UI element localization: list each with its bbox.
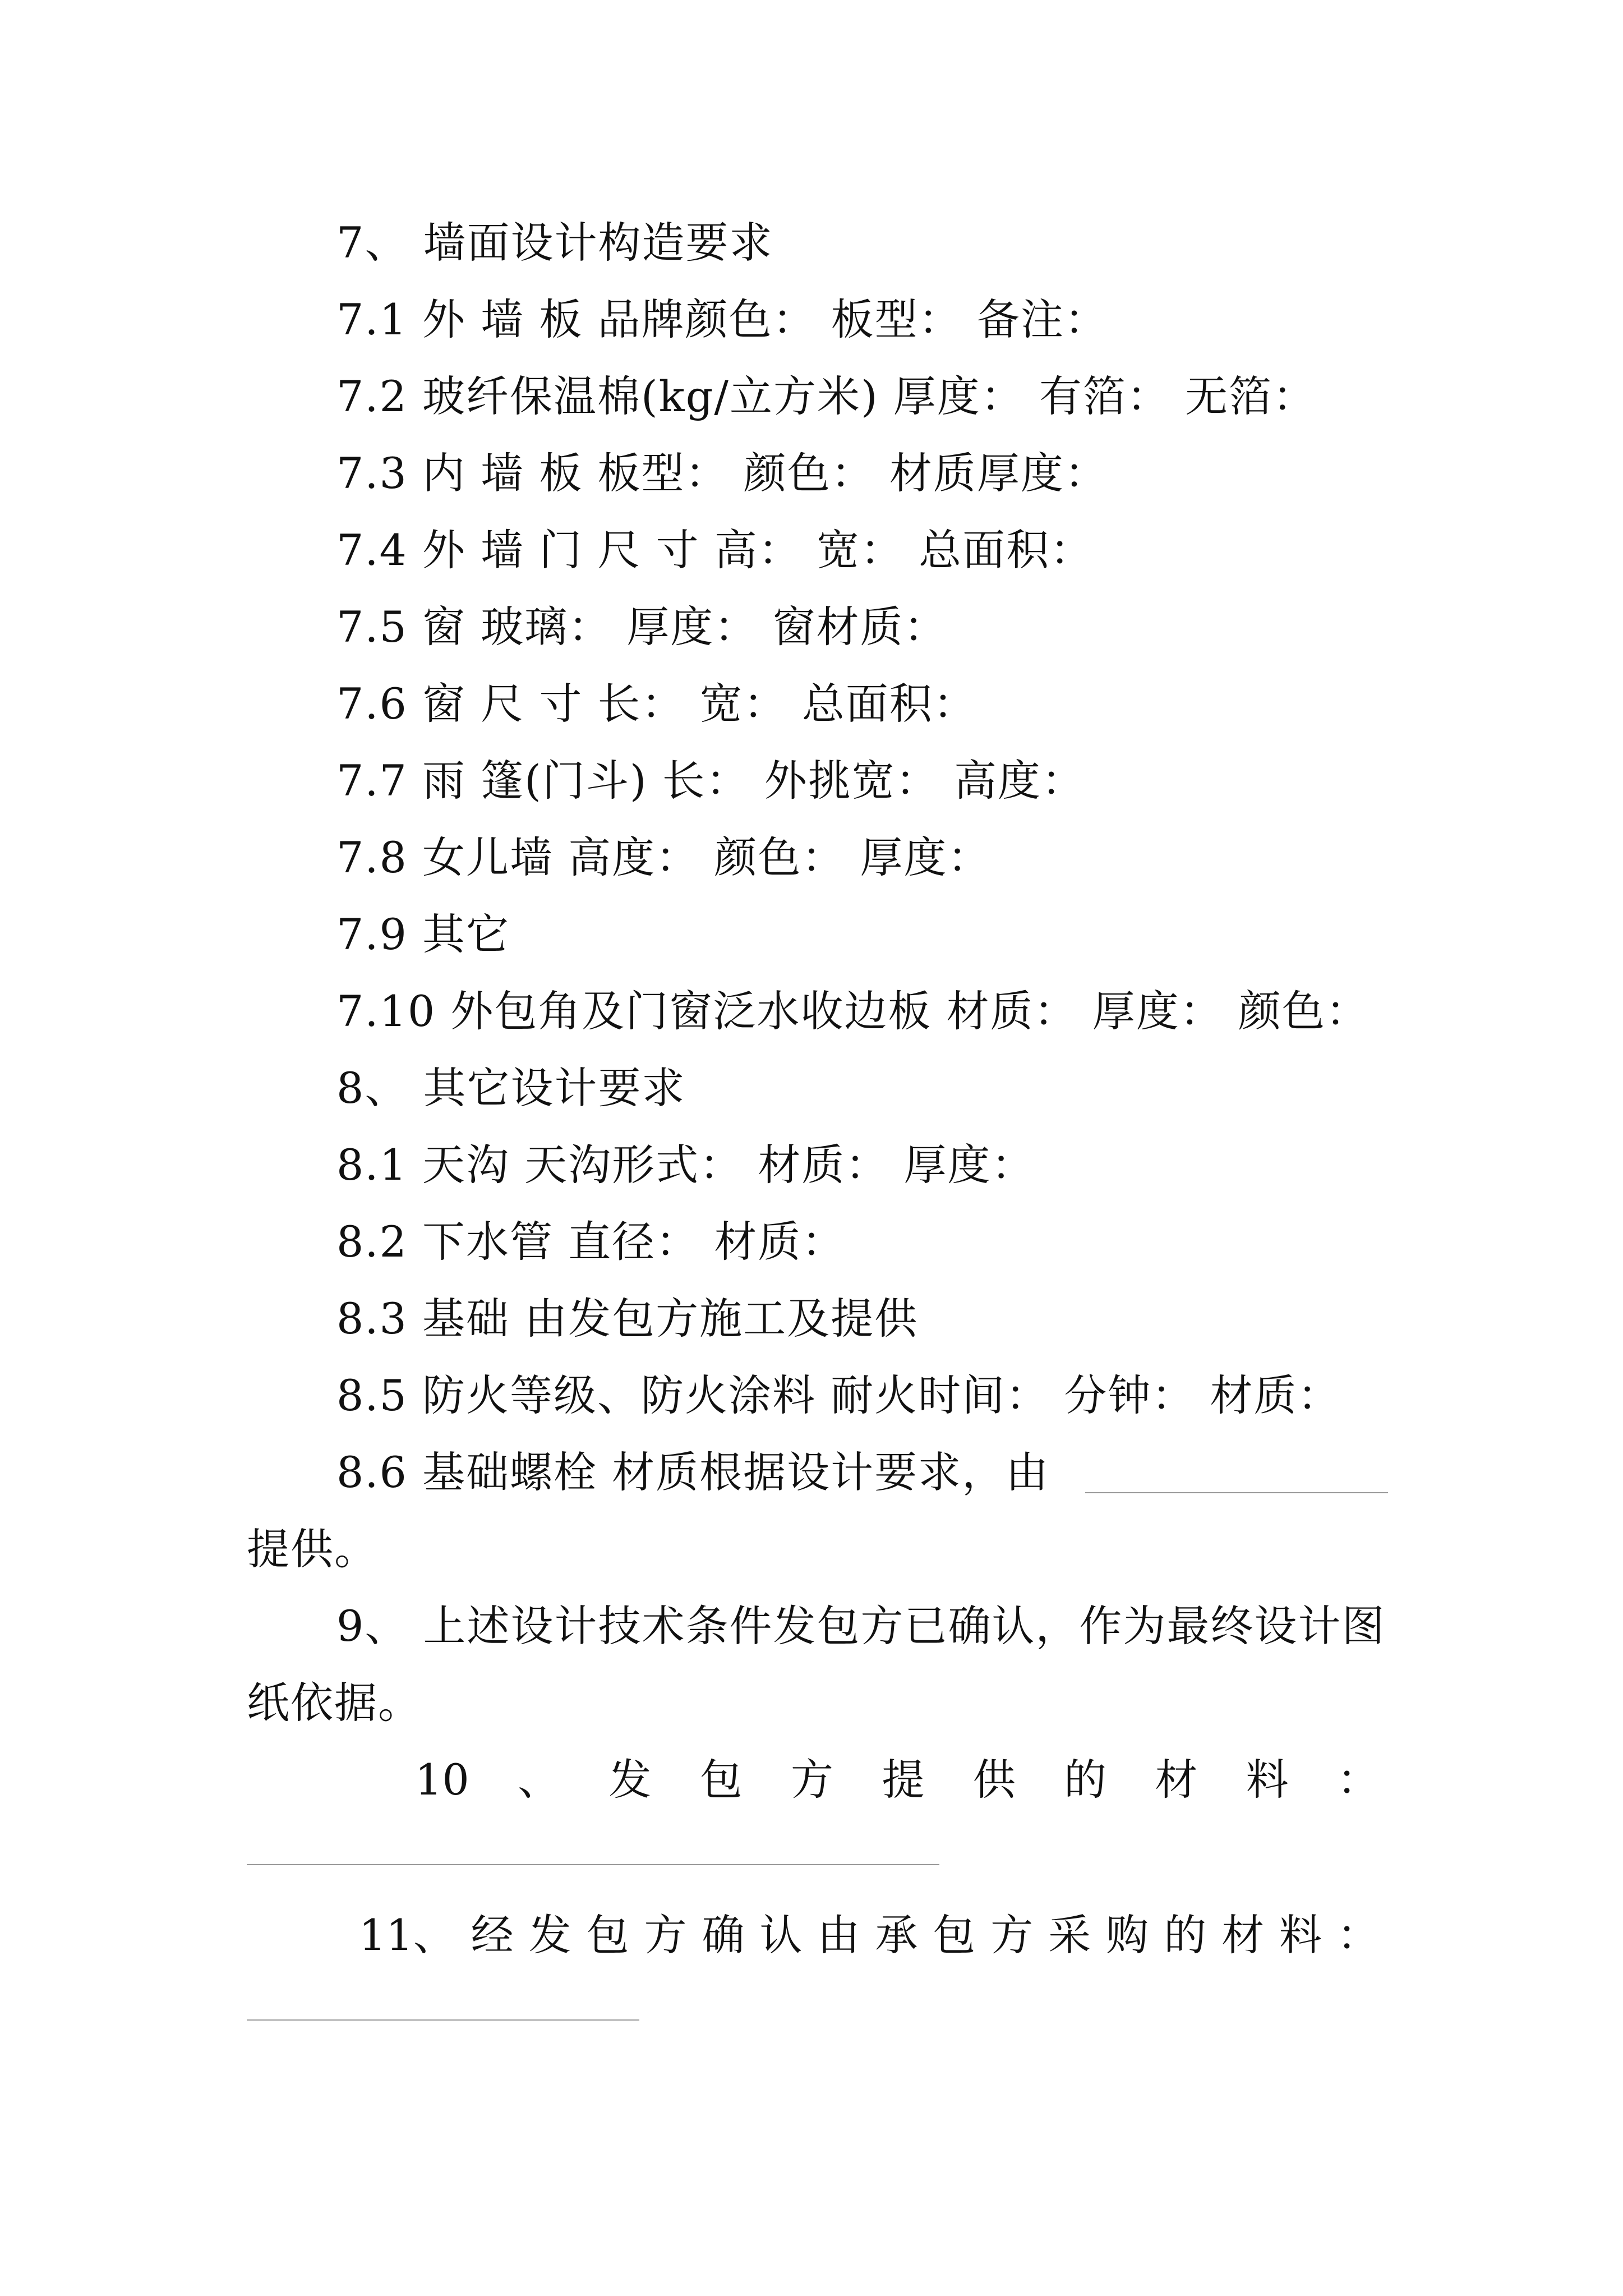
item-11	[359, 1907, 1380, 1963]
item-10-char: 包	[699, 1755, 743, 1805]
item-11-char: 由	[817, 1910, 860, 1960]
item-8-6-blank-line	[1085, 1492, 1388, 1493]
item-7-4: 7.4 外 墙 门 尺 寸 高： 宽： 总面积：	[336, 525, 1094, 575]
item-11-char: 确	[702, 1910, 745, 1960]
item-10-char: 料	[1246, 1755, 1289, 1805]
item-7-1: 7.1 外 墙 板 品牌颜色： 板型： 备注：	[336, 295, 1108, 344]
item-10-char: 发	[608, 1755, 652, 1805]
item-11-char: 发	[528, 1910, 571, 1960]
item-10-char: 供	[972, 1755, 1016, 1805]
item-10-char: 、	[518, 1755, 561, 1805]
item-8-2: 8.2 下水管 直径： 材质：	[336, 1217, 846, 1267]
item-10-char: 10	[415, 1755, 469, 1805]
item-10-char: 提	[882, 1755, 925, 1805]
item-7-7: 7.7 雨 篷(门斗) 长： 外挑宽： 高度：	[336, 756, 1085, 806]
item-11-char: 购	[1106, 1910, 1149, 1960]
item-7-2: 7.2 玻纤保温棉(kg/立方米) 厚度： 有箔： 无箔：	[336, 371, 1317, 421]
item-11-char: 11、	[359, 1910, 456, 1960]
item-10-char: ：	[1337, 1755, 1380, 1805]
item-10	[415, 1752, 1380, 1808]
item-11-char: 材	[1221, 1910, 1265, 1960]
item-11-char: 经	[471, 1910, 514, 1960]
item-7-8: 7.8 女儿墙 高度： 颜色： 厚度：	[336, 832, 992, 882]
item-10-char: 材	[1155, 1755, 1198, 1805]
item-10-char: 的	[1064, 1755, 1107, 1805]
item-7-6: 7.6 窗 尺 寸 长： 宽： 总面积：	[336, 679, 977, 729]
item-11-blank-line	[247, 2019, 639, 2021]
item-10-blank-line	[247, 1864, 939, 1865]
item-8-5: 8.5 防火等级、防火涂料 耐火时间： 分钟： 材质：	[336, 1370, 1341, 1420]
item-10-char: 方	[791, 1755, 834, 1805]
item-11-char: 的	[1164, 1910, 1207, 1960]
item-11-char: 包	[586, 1910, 629, 1960]
section-8-heading: 8、 其它设计要求	[336, 1063, 686, 1113]
item-11-char: 采	[1048, 1910, 1091, 1960]
item-11-char: 承	[875, 1910, 918, 1960]
item-11-char: 认	[759, 1910, 803, 1960]
item-9: 9、 上述设计技术条件发包方已确认，作为最终设计图	[336, 1601, 1386, 1651]
section-7-heading: 7、 墙面设计构造要求	[336, 218, 773, 268]
item-8-3: 8.3 基础 由发包方施工及提供	[336, 1294, 919, 1343]
item-8-6: 8.6 基础螺栓 材质根据设计要求，由	[336, 1447, 1050, 1497]
item-11-char: 料	[1279, 1910, 1322, 1960]
item-9-continuation: 纸依据。	[247, 1678, 422, 1728]
item-7-5: 7.5 窗 玻璃： 厚度： 窗材质：	[336, 602, 948, 652]
item-11-char: 方	[644, 1910, 687, 1960]
item-7-9: 7.9 其它	[336, 909, 510, 959]
item-7-10: 7.10 外包角及门窗泛水收边板 材质： 厚度： 颜色：	[336, 986, 1370, 1036]
item-11-char: ：	[1336, 1910, 1380, 1960]
item-11-char: 方	[990, 1910, 1034, 1960]
item-11-char: 包	[933, 1910, 976, 1960]
item-7-3: 7.3 内 墙 板 板型： 颜色： 材质厚度：	[336, 448, 1108, 498]
item-8-6-continuation: 提供。	[247, 1524, 378, 1574]
item-8-1: 8.1 天沟 天沟形式： 材质： 厚度：	[336, 1140, 1035, 1190]
